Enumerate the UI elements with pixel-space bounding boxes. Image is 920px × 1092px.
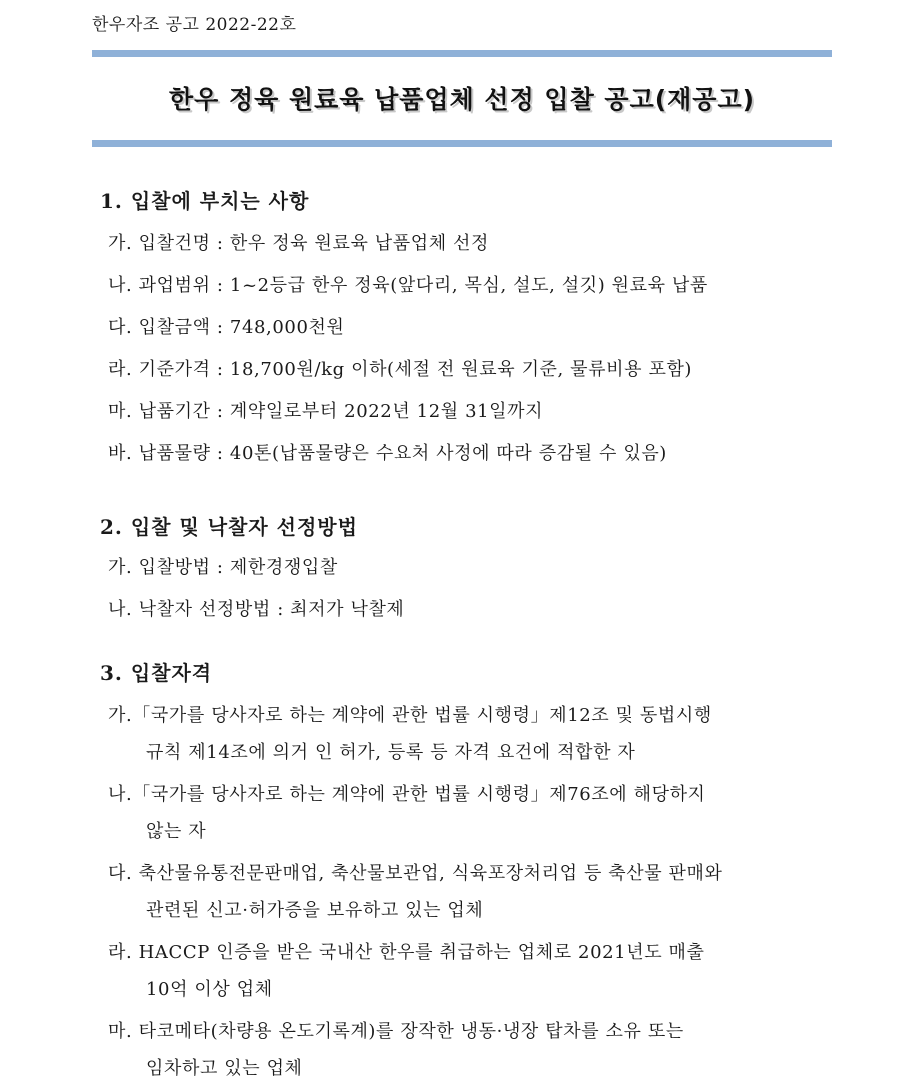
list-item-line: 나.「국가를 당사자로 하는 계약에 관한 법률 시행령」제76조에 해당하지 xyxy=(108,784,706,805)
list-item: 나. 낙찰자 선정방법 : 최저가 낙찰제 xyxy=(108,599,405,620)
list-item-line: 마. 타코메타(차량용 온도기록계)를 장작한 냉동·냉장 탑차를 소유 또는 xyxy=(108,1021,684,1042)
list-item: 라. 기준가격 : 18,700원/kg 이하(세절 전 원료육 기준, 물류비용 포함) xyxy=(108,359,693,380)
list-item xyxy=(100,855,840,929)
list-item-continuation: 않는 자 xyxy=(146,821,207,842)
title-bottom-rule xyxy=(92,140,832,147)
list-item-continuation: 규칙 제14조에 의거 인 허가, 등록 등 자격 요건에 적합한 자 xyxy=(146,742,636,763)
list-item xyxy=(100,1013,840,1087)
list-item: 다. 입찰금액 : 748,000천원 xyxy=(108,317,345,338)
title-top-rule xyxy=(92,50,832,57)
list-item-line: 가.「국가를 당사자로 하는 계약에 관한 법률 시행령」제12조 및 동법시행 xyxy=(108,705,712,726)
list-item-continuation: 10억 이상 업체 xyxy=(146,979,273,1000)
section-bid-eligibility xyxy=(100,655,840,1092)
list-item-line: 라. HACCP 인증을 받은 국내산 한우를 취급하는 업체로 2021년도 매출 xyxy=(108,942,705,963)
list-item xyxy=(100,697,840,771)
list-item: 가. 입찰방법 : 제한경쟁입찰 xyxy=(108,557,338,578)
section-heading: 1. 입찰에 부치는 사항 xyxy=(100,189,310,213)
list-item: 바. 납품물량 : 40톤(납품물량은 수요처 사정에 따라 증감될 수 있음) xyxy=(108,443,667,464)
section-heading: 3. 입찰자격 xyxy=(100,661,213,685)
list-item: 나. 과업범위 : 1~2등급 한우 정육(앞다리, 목심, 설도, 설깃) 원료육 납품 xyxy=(108,275,708,296)
list-item-continuation: 관련된 신고·허가증을 보유하고 있는 업체 xyxy=(146,900,484,921)
list-item xyxy=(100,776,840,850)
list-item: 마. 납품기간 : 계약일로부터 2022년 12월 31일까지 xyxy=(108,401,544,422)
section-heading: 2. 입찰 및 낙찰자 선정방법 xyxy=(100,515,358,539)
section-bid-subject xyxy=(100,183,840,475)
list-item-line: 다. 축산물유통전문판매업, 축산물보관업, 식육포장처리업 등 축산물 판매와 xyxy=(108,863,723,884)
document-number: 한우자조 공고 2022-22호 xyxy=(92,15,297,35)
list-item-continuation: 임차하고 있는 업체 xyxy=(146,1058,303,1079)
list-item: 가. 입찰건명 : 한우 정육 원료육 납품업체 선정 xyxy=(108,233,490,254)
section-bid-method xyxy=(100,509,840,631)
page-title: 한우 정육 원료육 납품업체 선정 입찰 공고(재공고) xyxy=(168,85,756,114)
list-item xyxy=(100,934,840,1008)
